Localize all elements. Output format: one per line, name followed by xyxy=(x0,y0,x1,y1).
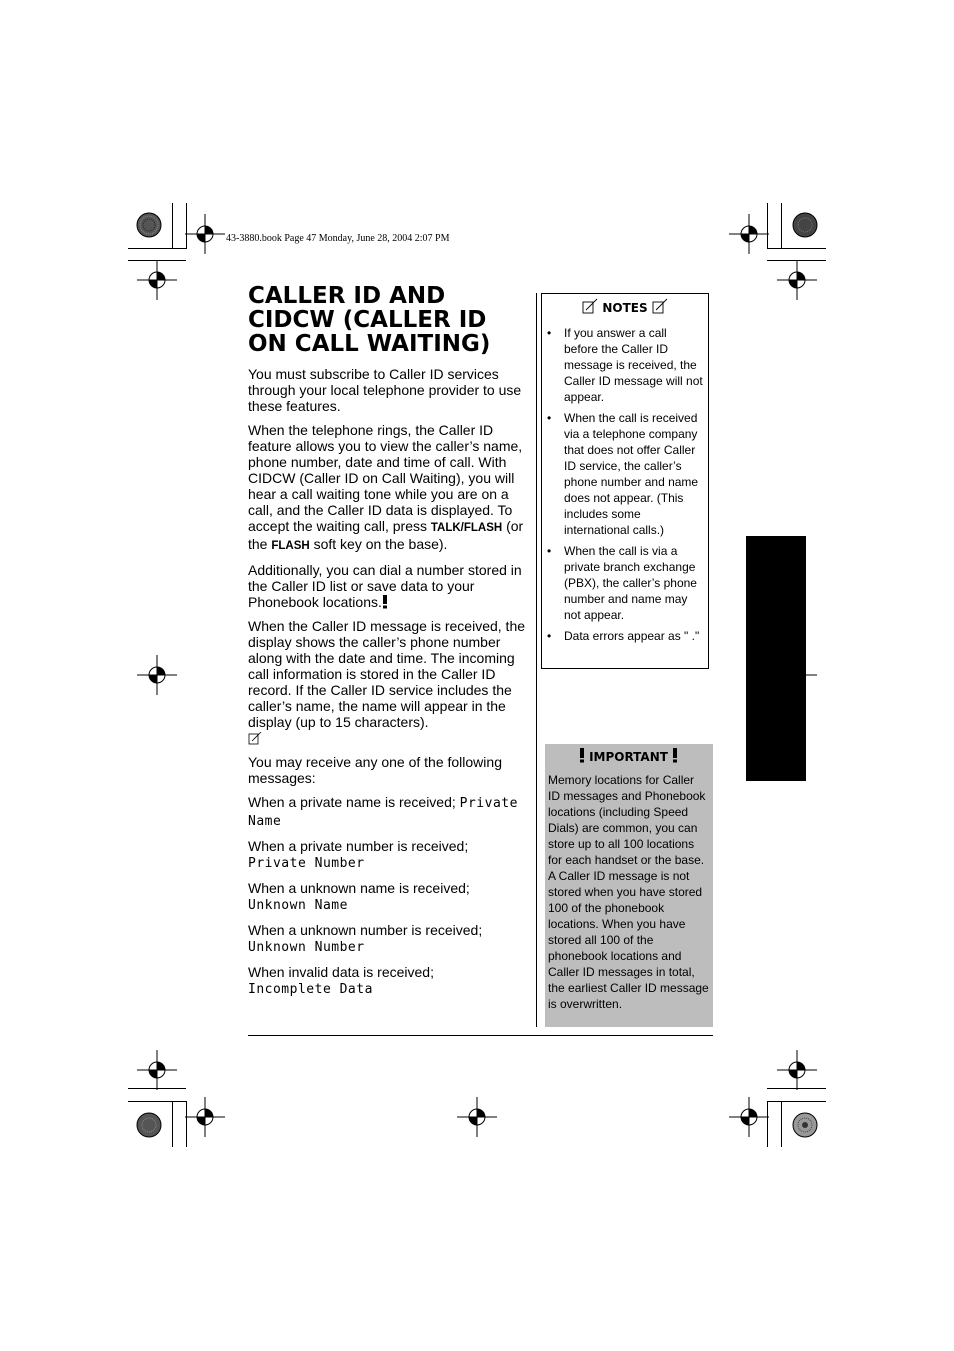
exclamation-icon xyxy=(382,595,388,609)
list-item: • Data errors appear as " ." xyxy=(542,628,708,644)
list-item xyxy=(248,880,528,914)
display-text: Incomplete Data xyxy=(248,982,373,997)
display-text: Unknown Number xyxy=(248,940,365,955)
exclamation-icon xyxy=(672,748,678,763)
list-item xyxy=(248,964,528,998)
registration-mark-icon xyxy=(137,655,177,695)
important-box xyxy=(545,744,713,1027)
important-heading xyxy=(548,748,709,764)
flash-key-label: FLASH xyxy=(271,540,310,552)
list-item: • If you answer a call before the Caller ID message is received, the Caller ID message will not appear. xyxy=(542,325,708,405)
display-text: Private Number xyxy=(248,856,365,871)
paragraph-text: Additionally, you can dial a number stored in the Caller ID list or save data to your Phonebook locations. xyxy=(248,562,522,610)
notes-heading-text: NOTES xyxy=(602,301,648,315)
paragraph-text: When the telephone rings, the Caller ID feature allows you to view the caller’s name, phone number, date and time of call. With CIDCW (Caller ID on Call Waiting), you will hear a call waiting tone while you are on a call, and the Caller ID data is displayed. To accept the waiting call, press xyxy=(248,422,523,534)
registration-mark-icon xyxy=(137,1050,177,1090)
paragraph-text: soft key on the base). xyxy=(309,536,448,552)
list-item: • When the call is via a private branch exchange (PBX), the caller’s phone number and name may not appear. xyxy=(542,543,708,623)
important-body: Memory locations for Caller ID messages and Phonebook locations (including Speed Dials) are common, you can store up to all 100 locations for each handset or the base. A Caller ID message is not stored when you have stored 100 of the phonebook locations. When you have stored all 100 of the phonebook locations and Caller ID messages in total, the earliest Caller ID message is overwritten. xyxy=(548,773,709,1011)
display-text: Unknown Name xyxy=(248,898,348,913)
registration-mark-icon xyxy=(457,1097,497,1137)
registration-mark-icon xyxy=(777,1050,817,1090)
message-condition: When invalid data is received; xyxy=(248,964,434,980)
note-pencil-icon xyxy=(248,731,262,745)
star-target-icon xyxy=(136,1112,162,1138)
column-divider xyxy=(536,293,537,1027)
registration-mark-icon xyxy=(137,260,177,300)
registration-mark-icon xyxy=(729,214,769,254)
note-pencil-icon xyxy=(582,298,598,314)
page-title: CALLER ID AND CIDCW (CALLER ID ON CALL WAITING) xyxy=(248,283,491,357)
message-condition: When a unknown name is received; xyxy=(248,880,470,896)
message-list xyxy=(248,794,528,998)
notes-list xyxy=(542,325,708,644)
notes-box xyxy=(541,293,709,669)
paragraph-message-received xyxy=(248,618,528,746)
exclamation-icon xyxy=(579,748,585,763)
registration-mark-icon xyxy=(185,1097,225,1137)
paragraph-subscribe: You must subscribe to Caller ID services through your local telephone provider to use these features. xyxy=(248,366,522,414)
paragraph-following-messages: You may receive any one of the following messages: xyxy=(248,754,502,786)
message-condition: When a private number is received; xyxy=(248,838,469,854)
paragraph-dial-stored xyxy=(248,562,528,610)
print-header-stamp: 43-3880.book Page 47 Monday, June 28, 2004 2:07 PM xyxy=(226,233,450,244)
registration-mark-icon xyxy=(777,260,817,300)
main-column xyxy=(248,284,528,1006)
star-target-icon xyxy=(792,1112,818,1138)
list-item xyxy=(248,794,528,830)
paragraph-text: (or the xyxy=(248,518,524,552)
list-item: • When the call is received via a telephone company that does not offer Caller ID service, the caller’s phone number and name does not appear. (This includes some international calls.) xyxy=(542,410,708,538)
note-pencil-icon xyxy=(652,298,668,314)
star-target-icon xyxy=(136,212,162,238)
star-target-icon xyxy=(792,212,818,238)
section-tab xyxy=(746,536,806,781)
message-condition: When a unknown number is received; xyxy=(248,922,483,938)
message-condition: When a private name is received; xyxy=(248,794,460,810)
bottom-rule xyxy=(248,1035,713,1036)
display-text: Private Name xyxy=(248,796,518,829)
important-heading-text: IMPORTANT xyxy=(589,750,668,764)
notes-heading xyxy=(542,298,708,315)
talk-flash-key-label: TALK/FLASH xyxy=(430,522,503,534)
registration-mark-icon xyxy=(185,214,225,254)
list-item xyxy=(248,922,528,956)
paragraph-text: When the Caller ID message is received, the display shows the caller’s phone number along with the date and time. The incoming call information is stored in the Caller ID record. If the Caller ID service includes the caller’s name, the name will appear in the display (up to 15 characters). xyxy=(248,618,526,730)
paragraph-caller-id-feature xyxy=(248,422,528,554)
list-item xyxy=(248,838,528,872)
registration-mark-icon xyxy=(729,1097,769,1137)
